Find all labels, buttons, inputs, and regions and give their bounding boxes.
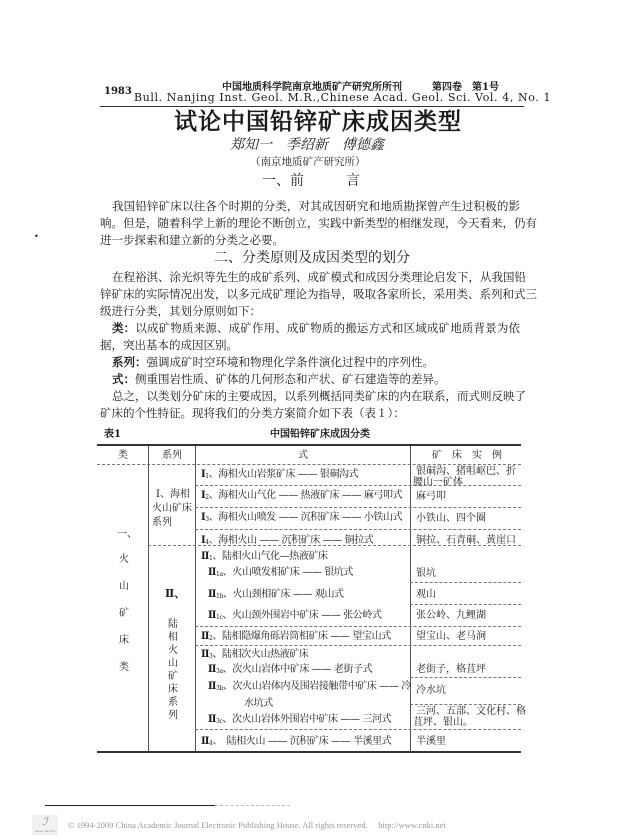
style-text: 、海相火山气化 —— 热液矿床 —— 麻弓叩式 (208, 490, 403, 501)
table-row-example: 铜拉、石青硐、黄崖口 (416, 535, 516, 546)
table-row-style (208, 713, 391, 728)
cnki-logo-text: www.cnki.net (34, 829, 56, 833)
style-number: Ⅱ (201, 631, 210, 642)
table-row-example: 三河、五部、文化村、格 (416, 706, 526, 717)
class-char: 山 (119, 581, 129, 592)
col-header-style: 式 (298, 450, 308, 461)
table-row-example: 麻弓叩 (416, 491, 446, 502)
table-row-example: 银硐沟、猪咀岖巴、折 (416, 466, 516, 477)
style-number: Ⅰ (201, 469, 206, 480)
section2-line: 锌矿床的实际情况出发，以多元成矿理论为指导，吸取各家所长，采用类、系列和式三 (100, 287, 537, 301)
series-1-line: Ⅰ、海相 (156, 489, 190, 500)
style-text: 、火山颈外围岩中矿床 —— 张公岭式 (222, 610, 382, 621)
principle-term: 类： (112, 321, 136, 335)
class-char: 一、 (117, 529, 137, 540)
style-number: Ⅰ (201, 535, 206, 546)
row-divider (195, 645, 521, 646)
authors: 郑知一 季绍新 傅德鑫 (230, 137, 384, 153)
style-text: 、次火山岩体内及围岩接触带中矿床 —— 冷 (222, 681, 411, 692)
footer-rule-faded (215, 805, 290, 806)
style-number: Ⅱ (208, 714, 217, 725)
style-subscript: 4 (205, 539, 209, 546)
table-label: 表1 (104, 429, 121, 440)
table-row-style (208, 588, 344, 603)
table-row-style (201, 534, 373, 549)
style-text: 、次火山岩体外围岩中矿床 —— 三河式 (222, 714, 392, 725)
style-text: 、陆相隐爆角砾岩筒相矿床 —— 望宝山式 (212, 631, 391, 642)
table-row-example: 半溪里 (416, 736, 446, 747)
table-row-example: 冷水坑 (416, 685, 446, 696)
style-number: Ⅱ (201, 736, 210, 747)
principle-text: 强调成矿时空环境和物理化学条件演化过程中的序列性。 (146, 355, 434, 369)
style-subscript: 2 (209, 635, 213, 642)
col-divider (195, 446, 196, 751)
style-subscript: 3c (216, 718, 223, 725)
style-text: 、海相火山 —— 沉积矿床 —— 铜拉式 (208, 535, 374, 546)
col-header-series: 系列 (162, 450, 182, 461)
table-row-style (201, 550, 328, 565)
table-row-example: 张公岭、九鲤湖 (416, 610, 486, 621)
style-subscript: 2 (205, 494, 209, 501)
style-number: Ⅱ (201, 551, 210, 562)
principle-term: 式： (112, 372, 135, 386)
class-char: 床 (119, 635, 129, 646)
margin-dot: • (34, 232, 39, 241)
style-subscript: 3b (216, 685, 223, 692)
table-row-style (201, 630, 391, 645)
style-subscript: 1a (216, 571, 223, 578)
row-divider (195, 626, 521, 627)
style-number: Ⅱ (208, 589, 217, 600)
style-text: 、陆相次火山热液矿床 (212, 649, 309, 660)
table-row-example: 观山 (416, 589, 436, 600)
row-divider (410, 704, 521, 705)
article-title: 试论中国铅锌矿床成因类型 (174, 109, 462, 135)
row-divider (410, 582, 521, 583)
style-text: 、海相火山喷发 —— 沉积矿床 —— 小铁山式 (208, 512, 403, 523)
series-2-name: 陆相火山矿床系列 (168, 619, 178, 721)
style-subscript: 3 (205, 516, 209, 523)
table-row-style (201, 511, 402, 526)
style-subscript: 1b (216, 593, 223, 600)
section1-line: 进一步探索和建立新的分类之必要。 (100, 233, 284, 247)
style-number: Ⅱ (208, 567, 217, 578)
style-number: Ⅱ (201, 649, 210, 660)
section2-title: 二、分类原则及成因类型的划分 (214, 250, 410, 266)
summary-line: 矿床的个性特征。现将我们的分类方案简介如下表（表１）： (100, 406, 405, 420)
style-number: Ⅰ (201, 490, 206, 501)
style-text-cont: 水坑式 (244, 698, 273, 709)
header-rule (97, 464, 521, 465)
style-number: Ⅰ (201, 512, 206, 523)
table-row-style (201, 468, 358, 483)
header-year: 1983 (104, 86, 132, 97)
style-subscript: 1 (209, 555, 213, 562)
principle-text: 以成矿物质来源、成矿作用、成矿物质的搬运方式和区域成矿地质背景为依 (135, 321, 521, 335)
style-text: 、次火山岩体中矿床 —— 老街子式 (222, 664, 373, 675)
header-volume: 第四卷 第1号 (432, 82, 499, 93)
table-bottom-rule (97, 751, 521, 753)
table-top-rule (97, 444, 521, 446)
copyright-notice: © 1994-2009 China Academic Journal Electronic Publishing House. All rights reserved. http://www.cnki.net (68, 820, 446, 830)
section1-line: 我国铅锌矿床以往各个时期的分类，对其成因研究和地质勘探曾产生过积极的影 (112, 199, 520, 213)
style-subscript: 3 (209, 653, 213, 660)
section2-line: 级进行分类，其划分原则如下： (100, 304, 261, 318)
series-1-line: 火山矿床 (152, 503, 192, 514)
col-header-examples: 矿 床 实 例 (432, 450, 502, 461)
header-rule (100, 106, 524, 107)
affiliation: （南京地质矿产研究所） (250, 156, 366, 168)
style-subscript: 1 (205, 473, 209, 480)
table-row-style (201, 489, 402, 504)
principle-style (112, 371, 532, 388)
header-journal-en: Bull. Nanjing Inst. Geol. M.R.,Chinese Acad. Geol. Sci. Vol. 4, No. 1 (134, 91, 552, 104)
principle-class-cont: 据，突出基本的成因区别。 (100, 338, 238, 352)
cnki-logo: ℐ www.cnki.net (32, 815, 58, 835)
table-row-style (201, 648, 308, 663)
class-char: 火 (119, 554, 129, 565)
header-journal-cn: 中国地质科学院南京地质矿产研究所所刊 (222, 82, 402, 93)
style-text: 、火山颈相矿床 —— 观山式 (222, 589, 344, 600)
table-row-example: 腰山一矿体 (413, 477, 463, 488)
style-number: Ⅱ (208, 681, 217, 692)
principle-text: 侧重围岩性质、矿体的几何形态和产状、矿石建造等的差异。 (135, 372, 446, 386)
table-row-style (208, 663, 372, 678)
table-caption: 中国铅锌矿床成因分类 (270, 429, 370, 440)
series-1-line: 系列 (152, 517, 172, 528)
row-divider (195, 485, 521, 486)
class-char: 类 (119, 662, 129, 673)
footer-rule (45, 805, 215, 806)
principle-term: 系列： (112, 355, 147, 369)
class-char: 矿 (119, 608, 129, 619)
row-divider (410, 677, 521, 678)
style-subscript: 1c (216, 614, 223, 621)
col-header-class: 类 (118, 450, 128, 461)
table-row-style (208, 679, 411, 711)
row-divider (195, 507, 521, 508)
style-subscript: 4 (209, 740, 213, 747)
principle-series (112, 354, 532, 371)
table-row-example: 小铁山、四个圈 (416, 513, 486, 524)
style-text: 、陆相火山气化—热液矿床 (212, 551, 328, 562)
series-2-num: Ⅱ、 (165, 587, 186, 600)
table-row-example: 银坑 (416, 568, 436, 579)
style-text: 、火山喷发相矿床 —— 银坑式 (222, 567, 353, 578)
table-row-style (208, 566, 353, 581)
table-row-style (208, 609, 382, 624)
style-number: Ⅱ (208, 610, 217, 621)
style-text: 、 陆相火山 —— 沉积矿床 —— 半溪里式 (212, 736, 392, 747)
col-divider (148, 446, 149, 751)
table-row-example: 老街子，格苴坪 (416, 664, 486, 675)
section1-line: 响。但是，随着科学上新的理论不断创立，实践中新类型的相继发现，今天看来，仍有 (100, 216, 537, 230)
table-row-example: 苴坪、银山。 (413, 717, 473, 728)
table-row-example: 望宝山、老马涧 (416, 631, 486, 642)
style-number: Ⅱ (208, 664, 217, 675)
row-divider (195, 729, 521, 730)
summary-line: 总之，以类划分矿床的主要成因，以系列概括同类矿床的内在联系，而式则反映了 (112, 389, 526, 403)
principle-class (112, 320, 520, 337)
table-row-style (201, 735, 391, 750)
section2-line: 在程裕淇、涂光炽等先生的成矿系列、成矿模式和成因分类理论启发下，从我国铅 (112, 270, 526, 284)
style-text: 、海相火山岩浆矿床 —— 银硐沟式 (208, 469, 359, 480)
style-subscript: 3a (216, 668, 223, 675)
section1-title: 一、前 言 (262, 173, 360, 189)
row-divider (195, 529, 521, 530)
row-divider (410, 604, 521, 605)
